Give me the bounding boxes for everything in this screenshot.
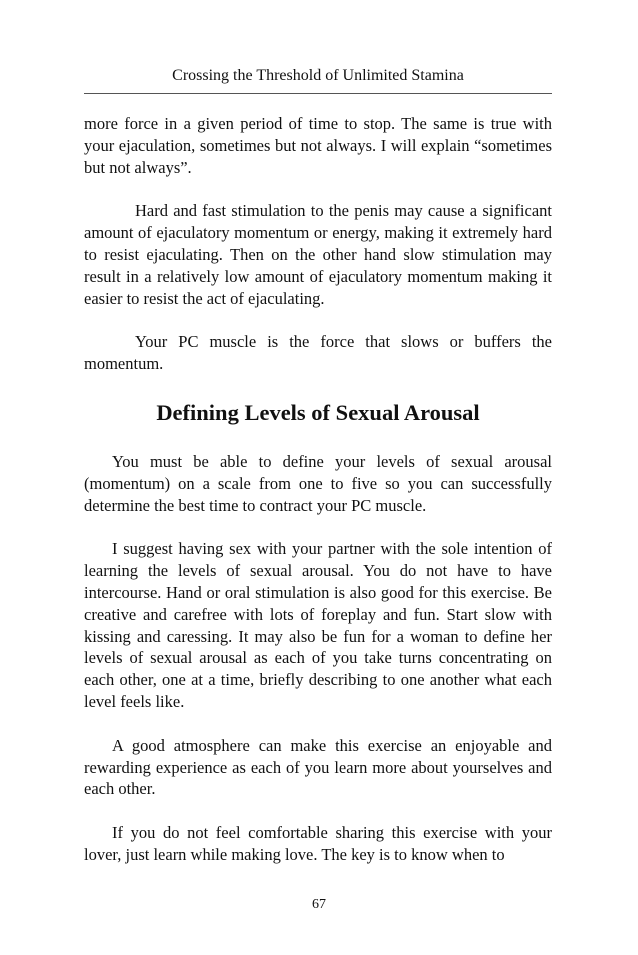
paragraph: I suggest having sex with your partner with the sole intention of learning the levels of sexual arousal. You do not have to have intercourse. Hand or oral stimulation is also good for this exercise. Be creative and carefree with lots of foreplay and fun. Start slow with kissing and caressing. It may also be fun for a woman to define her levels of sexual arousal as each of you take turns concentrating on each other, one at a time, briefly describing to one another what each level feels like.: [84, 539, 552, 711]
section-heading: Defining Levels of Sexual Arousal: [156, 399, 480, 425]
body-text: [84, 113, 552, 888]
paragraph: You must be able to define your levels of sexual arousal (momentum) on a scale from one to five so you can successfully determine the best time to contract your PC muscle.: [84, 451, 552, 515]
paragraph: Your PC muscle is the force that slows or buffers the momentum.: [84, 332, 552, 374]
page-number: 67: [312, 897, 326, 912]
paragraph: A good atmosphere can make this exercise an enjoyable and rewarding experience as each of you learn more about yourselves and each other.: [84, 735, 552, 799]
paragraph: more force in a given period of time to stop. The same is true with your ejaculation, sometimes but not always. I will explain “sometimes but not always”.: [84, 114, 552, 177]
header-divider: [84, 93, 552, 94]
paragraph: Hard and fast stimulation to the penis may cause a significant amount of ejaculatory momentum or energy, making it extremely hard to resist ejaculating. Then on the other hand slow stimulation may result in a relatively low amount of ejaculatory momentum making it easier to resist the act of ejaculating.: [84, 201, 552, 308]
paragraph: If you do not feel comfortable sharing this exercise with your lover, just learn while making love. The key is to know when to: [84, 823, 552, 864]
running-header: Crossing the Threshold of Unlimited Stamina: [172, 67, 464, 84]
